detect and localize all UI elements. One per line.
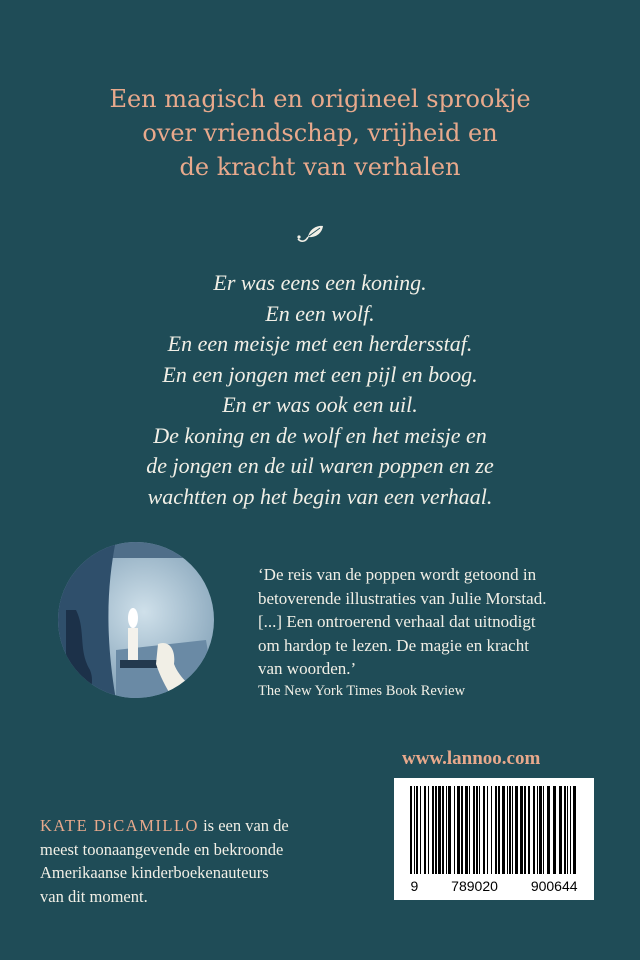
quote-line: van woorden.’ bbox=[258, 659, 357, 678]
quote-line: om hardop te lezen. De magie en kracht bbox=[258, 635, 529, 655]
barcode-number bbox=[394, 878, 594, 894]
barcode bbox=[394, 778, 594, 900]
tagline-line: Een magisch en origineel sprookje bbox=[109, 85, 531, 113]
poem-line: En een meisje met een herdersstaf. bbox=[167, 331, 473, 356]
bio-line: Amerikaanse kinderboekenauteurs bbox=[40, 863, 269, 882]
website-link[interactable]: www.lannoo.com bbox=[402, 748, 541, 769]
tagline-line: de kracht van verhalen bbox=[179, 153, 461, 181]
poem-line: En een wolf. bbox=[265, 300, 375, 326]
author-name: KATE DiCAMILLO bbox=[40, 816, 199, 835]
bio-text: is een van de bbox=[198, 816, 289, 835]
quote-line: betoverende illustraties van Julie Morstad. bbox=[258, 588, 547, 608]
poem-line: de jongen en de uil waren poppen en ze bbox=[146, 453, 494, 478]
candle-illustration bbox=[56, 540, 216, 700]
tagline bbox=[0, 82, 640, 184]
bio-line bbox=[40, 814, 370, 838]
barcode-digit-group: 9 bbox=[410, 878, 419, 894]
barcode-digit-group: 900644 bbox=[530, 878, 578, 894]
poem-line: Er was eens een koning. bbox=[213, 270, 427, 295]
poem-line: wachtten op het begin van een verhaal. bbox=[147, 483, 493, 509]
author-bio bbox=[40, 814, 370, 908]
barcode-digit-group: 789020 bbox=[451, 878, 498, 894]
poem-line: En er was ook een uil. bbox=[222, 392, 418, 417]
poem bbox=[0, 268, 640, 512]
review-quote bbox=[258, 563, 628, 681]
poem-line: De koning en de wolf en het meisje en bbox=[153, 422, 487, 448]
quote-source: The New York Times Book Review bbox=[258, 683, 466, 699]
leaf-flourish-icon bbox=[296, 222, 326, 244]
bio-line: van dit moment. bbox=[40, 886, 148, 906]
tagline-line: over vriendschap, vrijheid en bbox=[142, 119, 498, 147]
poem-line: En een jongen met een pijl en boog. bbox=[162, 361, 478, 387]
quote-line: ‘De reis van de poppen wordt getoond in bbox=[258, 565, 537, 584]
bio-line: meest toonaangevende en bekroonde bbox=[40, 839, 284, 859]
quote-line: [...] Een ontroerend verhaal dat uitnodigt bbox=[258, 612, 536, 631]
